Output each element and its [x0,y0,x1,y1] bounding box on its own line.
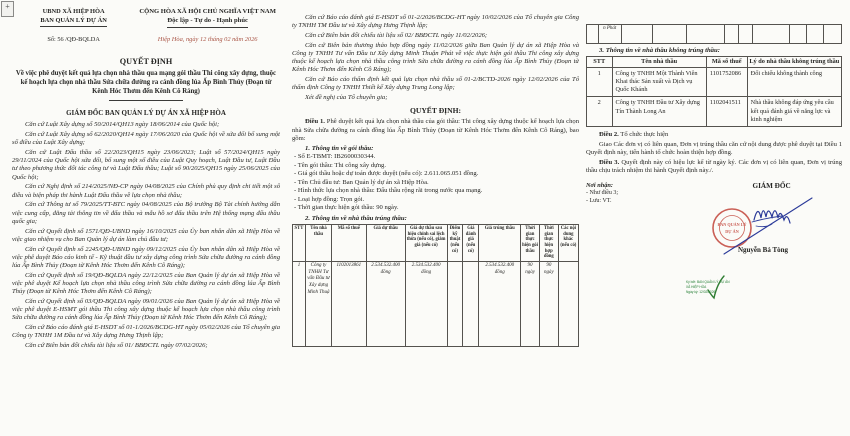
legal-basis-paragraph: Căn cứ Biên bản đối chiếu tài liệu số 01/ BBĐCTL ngày 07/02/2026; [25,342,208,350]
legal-basis-paragraph: Căn cứ Quyết định số 03/QĐ-BQLDA ngày 09/01/2026 của Ban Quản lý dự án xã Hiệp Hòa về việc phê duyệt E-HSMT gói thầu Thi công xây dựng thuộc kế hoạch lựa chọn nhà thầu công trình Sửa chữa đường ra cánh đồng lúa Ấp Bình Thủy (Đoạn từ Kênh Hóc Thơm đến Kênh Cô Ráng); [12,297,280,322]
digital-signature-line: Ngày ký: 12/02/2026 [686,289,716,294]
recipients-label: Nơi nhận: [586,182,614,190]
green-check-icon [702,274,728,300]
winner-cell: 1102013861 [331,261,366,346]
document-title: QUYẾT ĐỊNH [119,56,173,66]
loser-cell: 1102041511 [706,97,747,127]
winner-table-header-row [293,224,579,261]
winner-header-cell: Mã số thuế [331,224,366,261]
stamp-text-line2: DỰ ÁN [725,229,739,234]
package-info-item: - Tên Chủ đầu tư: Ban Quản lý dự án xã Hiệp Hòa. [294,178,429,186]
section-1-heading: 1. Thông tin về gói thầu: [305,145,374,153]
loser-cell: Công ty TNHH Một Thành Viên Khai thác Sản xuất và Dịch vụ Quốc Khánh [612,67,706,97]
loser-cell: 1101752086 [706,67,747,97]
loser-cell: Công ty TNHH Đầu tư Xây dựng Tín Thành Long An [612,97,706,127]
winner-cont-cell [587,25,599,44]
winner-header-cell: STT [293,224,306,261]
winner-table-row [293,261,579,346]
signer-name: Nguyễn Bá Tòng [737,246,789,254]
winner-cont-cell [738,25,752,44]
decision-heading: QUYẾT ĐỊNH: [409,106,462,116]
winner-header-cell: Giá dự thầu sau hiệu chỉnh sai lệch thừa (nếu có), giảm giá (nếu có) [405,224,447,261]
org-name-line1: UBND XÃ HIỆP HÒA [42,8,105,15]
winner-table [292,224,579,347]
issuing-org-block [12,8,135,45]
winner-cont-cell [790,25,807,44]
crosshair-cursor-artifact-icon: + [1,1,14,17]
winner-cont-cell [807,25,824,44]
legal-basis-paragraph: Căn cứ Quyết định số 19/QĐ-BQLDA ngày 22/12/2025 của Ban Quản lý dự án xã Hiệp Hòa về việc phê duyệt Kế hoạch lựa chọn nhà thầu công trình Sửa chữa đường ra cánh đồng lúa Ấp Bình Thủy (Đoạn từ Kênh Hóc Thơm đến Kênh Cô Ráng); [12,271,280,296]
legal-basis-paragraph: Căn cứ Quyết định số 2245/QĐ-UBND ngày 09/12/2025 của Ủy ban nhân dân xã Hiệp Hòa về việc phê duyệt Báo cáo kinh tế - Kỹ thuật đầu tư xây dựng công trình Sửa chữa đường ra cánh đồng lúa Ấp Bình Thủy (Đoạn từ Kênh Hóc Thơm đến Kênh Cô Ráng); [12,245,280,270]
legal-basis-paragraph: Căn cứ Biên bản đối chiếu tài liệu số 02/ BBĐCTL ngày 11/02/2026; [305,31,488,39]
winner-cont-cell [823,25,841,44]
losers-header-cell: Mã số thuế [706,57,747,68]
recipient-item: - Lưu: VT. [586,198,612,205]
winner-header-cell: Giá đánh giá (nếu có) [463,224,479,261]
legal-basis-paragraph: Căn cứ Quyết định số 1571/QĐ-UBND ngày 16/10/2025 của Ủy ban nhân dân xã Hiệp Hòa về việc giao nhiệm vụ cho Ban Quản lý dự án làm chủ đầu tư; [12,227,280,243]
national-line2: Độc lập - Tự do - Hạnh phúc [135,17,280,28]
winner-cell: 1 [293,261,306,346]
losers-table-header-row [587,57,842,68]
winner-cell: 90 ngày [539,261,558,346]
winner-cont-cell [753,25,790,44]
winner-header-cell: Thời gian thực hiện hợp đồng [539,224,558,261]
legal-basis-paragraph: Căn cứ Báo cáo thẩm định kết quả lựa chọn nhà thầu số 01-2/BCTD-2026 ngày 12/02/2026 của Tổ thẩm định Công ty TNHH Thiết kế Xây dựng Trung Long lập; [292,76,579,92]
package-info-item: - Số E-TBMT: IB2600030344. [294,153,376,161]
section-3-heading: 3. Thông tin về nhà thầu không trúng thầu: [599,47,720,54]
title-divider [109,100,183,101]
recipients-block [586,182,701,205]
package-info-item: - Giá gói thầu hoặc dự toán được duyệt (nếu có): 2.611.065.051 đồng. [294,170,479,178]
winner-cell: 2.534.532.400 đồng [366,261,405,346]
article-2-title: Điều 2. Tổ chức thực hiện [599,130,669,138]
signer-title: GIÁM ĐỐC [752,182,791,191]
winner-cont-cell [621,25,652,44]
package-info-item: - Hình thức lựa chọn nhà thầu: Đấu thầu rộng rãi trong nước qua mạng. [294,187,483,195]
document-column-3 [586,0,842,436]
losers-header-cell: Lý do nhà thầu không trúng thầu [747,57,841,68]
package-info-item: - Tên gói thầu: Thi công xây dựng. [294,161,386,169]
losers-header-cell: Tên nhà thầu [612,57,706,68]
legal-basis-paragraph: Căn cứ Luật Đấu thầu số 22/2023/QH15 ngày 23/06/2023; Luật số 57/2024/QH15 ngày 29/11/2024 của Quốc hội sửa đổi, bổ sung một số điều của Luật Quy hoạch, Luật Đầu tư, Luật Đầu tư theo phương thức đối tác công tư và Luật Đấu thầu; Luật số 90/2025/QH15 ngày 25/06/2025 của Quốc hội; [12,149,280,181]
stamp-text-line1: BAN QUẢN LÝ [717,222,747,227]
document-column-1 [12,0,280,436]
org-name-line2: BAN QUẢN LÝ DỰ ÁN [12,17,135,28]
digital-signature-line: XÃ HIỆP HÒA [686,284,707,289]
legal-basis-paragraph: Căn cứ Báo cáo đánh giá E-HSDT số 01-2/2026/BCDG-HT ngày 10/02/2026 của Tổ chuyên gia Công ty TNHH TM Đầu tư và Xây dựng Hưng Thịnh lập; [292,14,579,30]
loser-cell: 2 [587,97,613,127]
winner-cont-cell [724,25,738,44]
winner-cell [558,261,578,346]
legal-basis-paragraph: Căn cứ Biên bản thương thảo hợp đồng ngày 11/02/2026 giữa Ban Quản lý dự án xã Hiệp Hòa và Công ty TNHH Tư vấn Đầu tư Xây dựng Minh Thuận Phát về việc thực hiện gói thầu Thi công xây dựng thuộc kế hoạch lựa chọn nhà thầu công trình Sửa chữa đường ra cánh đồng lúa Ấp Bình Thủy (Đoạn từ Kênh Hóc Thơm đến Kênh Cô Ráng); [292,41,579,74]
document-number: Số: 56 /QĐ-BQLDA [47,36,100,44]
issue-date: Hiệp Hòa, ngày 12 tháng 02 năm 2026 [157,35,258,43]
losers-table-row [587,97,842,127]
winner-cont-cell [687,25,724,44]
director-heading: GIÁM ĐỐC BAN QUẢN LÝ DỰ ÁN XÃ HIỆP HÒA [66,109,226,118]
winner-header-cell: Tên nhà thầu [305,224,331,261]
winner-cell: 2.534.532.400 đồng [405,261,447,346]
digital-signature-line: Ký bởi: BAN QUẢN LÝ DỰ ÁN [686,280,730,284]
loser-cell: 1 [587,67,613,97]
winner-header-cell: Giá trúng thầu [479,224,521,261]
winner-cont-cell: n Phát [598,25,621,44]
winner-cell: Công ty TNHH Tư vấn Đầu tư Xây dựng Minh Thuậ [305,261,331,346]
recipient-item: - Như điều 3; [586,190,619,197]
document-header [12,8,280,45]
winner-header-cell: Điểm kỹ thuật (nếu có) [447,224,463,261]
legal-basis-paragraph: Căn cứ Luật Xây dựng số 62/2020/QH14 ngày 17/06/2020 của Quốc hội về sửa đổi bổ sung một số điều của Luật Xây dựng; [12,131,280,147]
winner-cell [447,261,463,346]
winner-cell: 2.534.532.400 đồng [479,261,521,346]
legal-basis-paragraph: Căn cứ Thông tư số 79/2025/TT-BTC ngày 04/08/2025 của Bộ trưởng Bộ Tài chính hướng dẫn việc cung cấp, đăng tải thông tin về đấu thầu và mẫu hồ sơ đấu thầu trên Hệ thống mạng đấu thầu quốc gia; [12,201,280,225]
article-2-text: Giao Các đơn vị có liên quan, Đơn vị trúng thầu căn cứ nội dung được phê duyệt tại Điều 1 Quyết định này, tiến hành tổ chức hoàn thiện hợp đồng. [586,140,842,156]
losers-table-row [587,67,842,97]
losers-header-cell: STT [587,57,613,68]
article-1 [292,118,579,143]
winner-cont-cell [652,25,687,44]
winner-cell [463,261,479,346]
winner-header-cell: Giá dự thầu [366,224,405,261]
document-subtitle: Về việc phê duyệt kết quả lựa chọn nhà thầu qua mạng gói thầu Thi công xây dựng, thuộc kế hoạch lựa chọn nhà thầu Sửa chữa đường ra cánh đồng lúa Ấp Bình Thủy (Đoạn từ Kênh Hóc Thơm đến Kênh Cô Ráng) [15,69,277,96]
national-motto-block [135,8,280,45]
article-3: Điều 3. Quyết định này có hiệu lực kể từ ngày ký. Các đơn vị có liên quan, Đơn vị trúng thầu chịu trách nhiệm thi hành Quyết định này./. [586,158,842,174]
winner-table-continuation-row [587,25,842,44]
article-1-label: Điều 1. [305,118,325,126]
loser-cell: Đối chiếu không thành công [747,67,841,97]
legal-basis-paragraphs [12,121,280,350]
red-stamp-icon [713,209,751,247]
article-1-text: Phê duyệt kết quả lựa chọn nhà thầu của gói thầu: Thi công xây dựng thuộc kế hoạch lựa chọn nhà Sửa chữa đường ra cánh đồng lúa Ấp Bình Thủy (Đoạn từ Kênh Hóc Thơm đến Kênh Cô Ráng), bao gồm: [292,118,579,142]
national-line1: CỘNG HÒA XÃ HỘI CHỦ NGHĨA VIỆT NAM [139,8,276,15]
legal-basis-paragraph: Căn cứ Luật Xây dựng số 50/2014/QH13 ngày 18/06/2014 của Quốc hội; [25,121,220,129]
package-info-item: - Thời gian thực hiện gói thầu: 90 ngày. [294,204,399,212]
legal-basis-paragraph: Căn cứ Nghị định số 214/2025/NĐ-CP ngày 04/08/2025 của Chính phủ quy định chi tiết một số điều và biện pháp thi hành Luật Đấu thầu về lựa chọn nhà thầu; [12,183,280,199]
winner-table-continuation [586,24,842,44]
proposal-paragraph: Xét đề nghị của Tổ chuyên gia; [305,94,388,102]
winner-header-cell: Thời gian thực hiện gói thầu [521,224,540,261]
losers-table [586,56,842,127]
section-2-heading: 2. Thông tin về nhà thầu trúng thầu: [305,214,407,222]
document-column-2 [292,0,579,436]
winner-cell: 90 ngày [521,261,540,346]
package-info-item: - Loại hợp đồng: Trọn gói. [294,195,365,203]
legal-basis-paragraph: Căn cứ Báo cáo đánh giá E-HSDT số 01-1/2026/BCDG-HT ngày 05/02/2026 của Tổ chuyên gia Công ty TNHH 1M Đầu tư và Xây dựng Hưng Thịnh lập; [12,324,280,340]
loser-cell: Nhà thầu không đáp ứng yêu cầu kết quả đánh giá về năng lực và kinh nghiệm [747,97,841,127]
winner-header-cell: Các nội dung khác (nếu có) [558,224,578,261]
digital-signature-block [684,280,804,294]
